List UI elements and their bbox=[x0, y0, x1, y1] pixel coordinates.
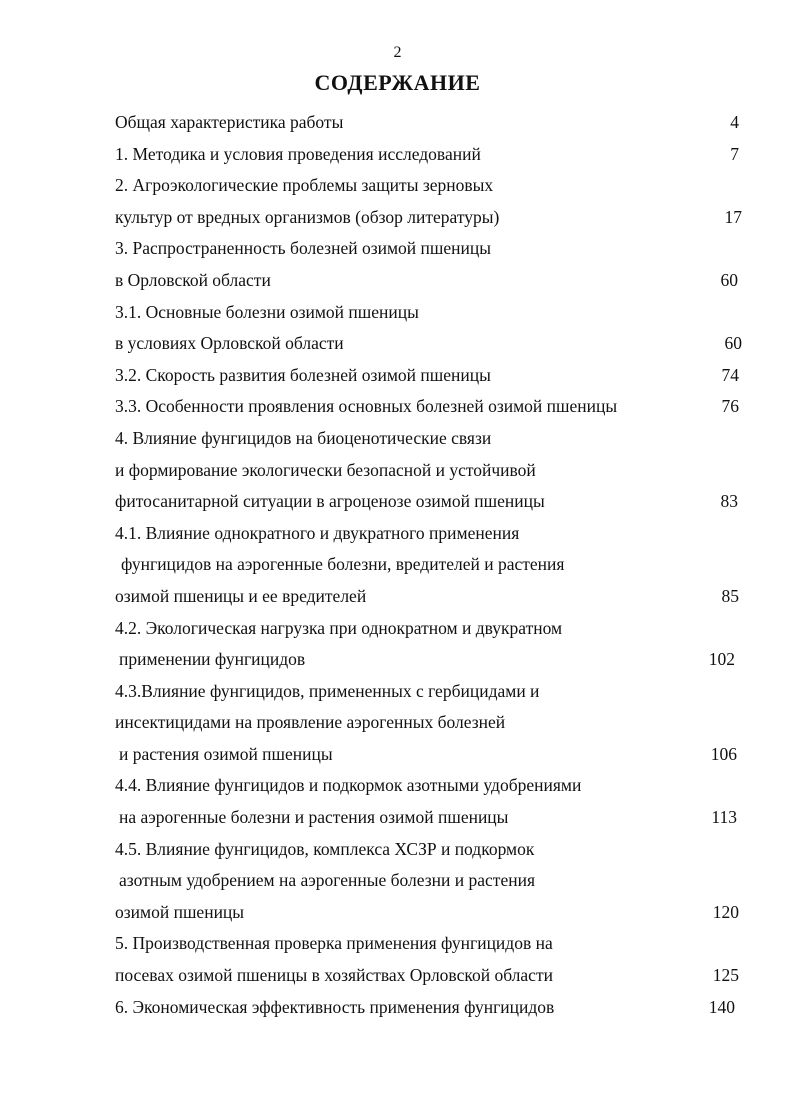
toc-entry-text: и растения озимой пшеницы bbox=[119, 743, 333, 764]
toc-entry-text: 5. Производственная проверка применения фунгицидов на bbox=[115, 933, 553, 954]
toc-line bbox=[0, 549, 795, 581]
toc-line bbox=[0, 992, 795, 1024]
toc-entry-text: 3.2. Скорость развития болезней озимой пшеницы bbox=[115, 364, 491, 385]
toc-page-number: 102 bbox=[708, 649, 735, 670]
toc-entry-text: на аэрогенные болезни и растения озимой пшеницы bbox=[119, 807, 509, 828]
toc-page-number: 17 bbox=[724, 206, 742, 227]
toc-line bbox=[0, 360, 795, 392]
toc-line bbox=[0, 423, 795, 455]
toc-line bbox=[0, 328, 795, 360]
toc-line bbox=[0, 486, 795, 518]
toc-entry-text: 3.1. Основные болезни озимой пшеницы bbox=[115, 301, 419, 322]
toc-page-number: 120 bbox=[712, 901, 739, 922]
toc-line bbox=[0, 613, 795, 645]
toc-page-number: 140 bbox=[708, 996, 735, 1017]
toc-line bbox=[0, 170, 795, 202]
toc-entry-text: 4.4. Влияние фунгицидов и подкормок азотными удобрениями bbox=[115, 775, 582, 796]
toc-page-number: 7 bbox=[730, 143, 739, 164]
toc-page-number: 83 bbox=[720, 491, 738, 512]
toc-line bbox=[0, 107, 795, 139]
toc-line bbox=[0, 676, 795, 708]
toc-entry-text: 4.5. Влияние фунгицидов, комплекса ХСЗР и подкормок bbox=[115, 838, 535, 859]
toc-entry-text: 3. Распространенность болезней озимой пшеницы bbox=[115, 238, 492, 259]
toc-entry-text: 4.1. Влияние однократного и двукратного применения bbox=[115, 522, 520, 543]
toc-page-number: 76 bbox=[721, 396, 739, 417]
toc-line bbox=[0, 928, 795, 960]
page-title: СОДЕРЖАНИЕ bbox=[314, 70, 481, 95]
toc-line bbox=[0, 960, 795, 992]
toc-line bbox=[0, 707, 795, 739]
toc-line bbox=[0, 139, 795, 171]
toc-page-number: 60 bbox=[724, 333, 742, 354]
toc-line bbox=[0, 897, 795, 929]
toc-line bbox=[0, 391, 795, 423]
toc-page-number: 85 bbox=[721, 585, 739, 606]
toc-entry-text: озимой пшеницы bbox=[115, 901, 245, 922]
toc-entry-text: фунгицидов на аэрогенные болезни, вредителей и растения bbox=[121, 554, 565, 575]
toc-entry-text: 1. Методика и условия проведения исследований bbox=[115, 143, 481, 164]
toc-entry-text: озимой пшеницы и ее вредителей bbox=[115, 585, 367, 606]
toc-entry-text: 6. Экономическая эффективность применения фунгицидов bbox=[115, 996, 555, 1017]
toc-page-number: 113 bbox=[711, 807, 737, 828]
toc-page-number: 60 bbox=[720, 269, 738, 290]
toc-line bbox=[0, 518, 795, 550]
toc-line bbox=[0, 265, 795, 297]
page-number: 2 bbox=[393, 44, 402, 61]
toc-page-number: 125 bbox=[712, 965, 739, 986]
toc-line bbox=[0, 865, 795, 897]
toc-entry-text: 4.2. Экологическая нагрузка при однократном и двукратном bbox=[115, 617, 563, 638]
toc-line bbox=[0, 802, 795, 834]
table-of-contents bbox=[0, 107, 795, 1023]
toc-entry-text: инсектицидами на проявление аэрогенных болезней bbox=[115, 712, 506, 733]
toc-page-number: 4 bbox=[730, 112, 739, 132]
toc-line bbox=[0, 581, 795, 613]
toc-entry-text: фитосанитарной ситуации в агроценозе озимой пшеницы bbox=[115, 491, 545, 512]
toc-entry-text: 3.3. Особенности проявления основных болезней озимой пшеницы bbox=[115, 396, 618, 417]
toc-entry-text: 2. Агроэкологические проблемы защиты зерновых bbox=[115, 175, 494, 196]
toc-entry-text: в условиях Орловской области bbox=[115, 333, 344, 354]
toc-line bbox=[0, 834, 795, 866]
toc-entry-text: в Орловской области bbox=[115, 269, 271, 290]
toc-line bbox=[0, 455, 795, 487]
toc-line bbox=[0, 770, 795, 802]
toc-entry-text: Общая характеристика работы bbox=[115, 112, 344, 132]
toc-line bbox=[0, 739, 795, 771]
toc-entry-text: и формирование экологически безопасной и устойчивой bbox=[115, 459, 536, 480]
toc-page-number: 74 bbox=[721, 364, 739, 385]
toc-entry-text: 4. Влияние фунгицидов на биоценотические связи bbox=[115, 427, 492, 448]
toc-entry-text: 4.3.Влияние фунгицидов, примененных с гербицидами и bbox=[115, 680, 540, 701]
toc-entry-text: азотным удобрением на аэрогенные болезни и растения bbox=[119, 870, 535, 891]
toc-line bbox=[0, 202, 795, 234]
toc-entry-text: посевах озимой пшеницы в хозяйствах Орловской области bbox=[115, 965, 553, 986]
toc-page-number: 106 bbox=[710, 743, 737, 764]
toc-line bbox=[0, 644, 795, 676]
toc-entry-text: применении фунгицидов bbox=[119, 649, 306, 670]
toc-line bbox=[0, 297, 795, 329]
toc-line bbox=[0, 233, 795, 265]
toc-entry-text: культур от вредных организмов (обзор литературы) bbox=[115, 206, 500, 227]
